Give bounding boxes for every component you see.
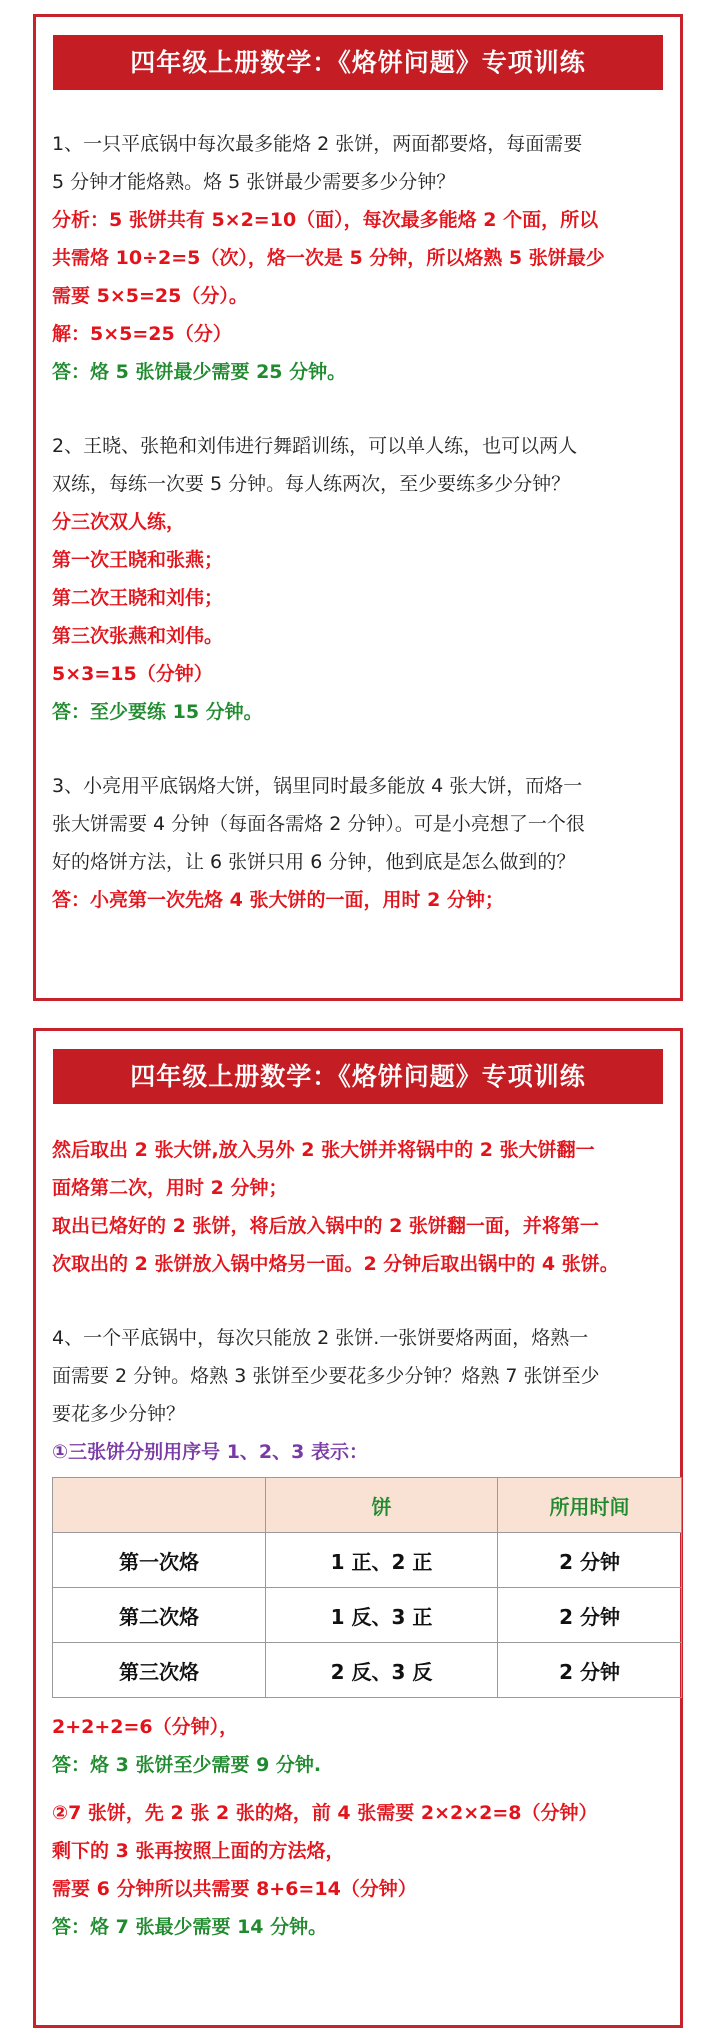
q2-answer: 答：至少要练 15 分钟。 (52, 701, 263, 723)
page1-content (52, 125, 664, 919)
table-cell: 2 反、3 反 (266, 1643, 498, 1698)
q1-solution: 解：5×5=25（分） (52, 323, 232, 345)
table-row (53, 1643, 682, 1698)
q3-continuation-line: 次取出的 2 张饼放入锅中烙另一面。2 分钟后取出锅中的 4 张饼。 (52, 1253, 619, 1275)
q3-answer: 答：小亮第一次先烙 4 张大饼的一面，用时 2 分钟； (52, 889, 504, 911)
table-cell: 2 分钟 (498, 1533, 682, 1588)
q3-continuation-line: 面烙第二次，用时 2 分钟； (52, 1177, 288, 1199)
q4-part2-line: 剩下的 3 张再按照上面的方法烙， (52, 1840, 345, 1862)
table-cell: 第二次烙 (53, 1588, 266, 1643)
table-header-cell: 饼 (266, 1478, 498, 1533)
table-header-row (53, 1478, 682, 1533)
q4-hint: ①三张饼分别用序号 1、2、3 表示： (52, 1441, 368, 1463)
worksheet-page-2 (33, 1028, 683, 2028)
q1-question-line: 1、一只平底锅中每次最多能烙 2 张饼，两面都要烙，每面需要 (52, 133, 583, 155)
q4-question-line: 面需要 2 分钟。烙熟 3 张饼至少要花多少分钟？烙熟 7 张饼至少 (52, 1365, 600, 1387)
q4-calculation: 2+2+2=6（分钟）， (52, 1716, 239, 1738)
table-cell: 第三次烙 (53, 1643, 266, 1698)
table-row (53, 1588, 682, 1643)
table-header-cell: 所用时间 (498, 1478, 682, 1533)
q4-answer-1: 答：烙 3 张饼至少需要 9 分钟. (52, 1754, 322, 1776)
q2-question-line: 双练，每练一次要 5 分钟。每人练两次，至少要练多少分钟？ (52, 473, 571, 495)
q3-continuation-line: 然后取出 2 张大饼,放入另外 2 张大饼并将锅中的 2 张大饼翻一 (52, 1139, 595, 1161)
page-title-banner: 四年级上册数学：《烙饼问题》专项训练 (53, 1049, 663, 1104)
q4-part2-line: 需要 6 分钟所以共需要 8+6=14（分钟） (52, 1878, 417, 1900)
q3-continuation-line: 取出已烙好的 2 张饼，将后放入锅中的 2 张饼翻一面，并将第一 (52, 1215, 599, 1237)
table-cell: 1 正、2 正 (266, 1533, 498, 1588)
q3-question-line: 3、小亮用平底锅烙大饼，锅里同时最多能放 4 张大饼，而烙一 (52, 775, 583, 797)
q2-step: 第三次张燕和刘伟。 (52, 625, 224, 647)
table-cell: 2 分钟 (498, 1588, 682, 1643)
page-title-banner: 四年级上册数学：《烙饼问题》专项训练 (53, 35, 663, 90)
table-cell: 2 分钟 (498, 1643, 682, 1698)
table-row (53, 1533, 682, 1588)
q2-step: 5×3=15（分钟） (52, 663, 213, 685)
worksheet-page-1 (33, 14, 683, 1001)
q1-question-line: 5 分钟才能烙熟。烙 5 张饼最少需要多少分钟？ (52, 171, 456, 193)
q1-analysis-line: 分析：5 张饼共有 5×2=10（面），每次最多能烙 2 个面，所以 (52, 209, 599, 231)
q1-analysis-line: 共需烙 10÷2=5（次），烙一次是 5 分钟，所以烙熟 5 张饼最少 (52, 247, 605, 269)
q4-answer-2: 答：烙 7 张最少需要 14 分钟。 (52, 1916, 328, 1938)
page2-content (52, 1131, 664, 1946)
q1-answer: 答：烙 5 张饼最少需要 25 分钟。 (52, 361, 347, 383)
q2-step: 第一次王晓和张燕； (52, 549, 224, 571)
q3-question-line: 好的烙饼方法，让 6 张饼只用 6 分钟，他到底是怎么做到的？ (52, 851, 576, 873)
table-header-cell (53, 1478, 266, 1533)
q2-step: 第二次王晓和刘伟； (52, 587, 224, 609)
table-cell: 第一次烙 (53, 1533, 266, 1588)
table-cell: 1 反、3 正 (266, 1588, 498, 1643)
q2-step: 分三次双人练， (52, 511, 186, 533)
frying-schedule-table (52, 1477, 682, 1698)
q4-part2-line: ②7 张饼，先 2 张 2 张的烙，前 4 张需要 2×2×2=8（分钟） (52, 1802, 598, 1824)
q4-question-line: 要花多少分钟？ (52, 1403, 186, 1425)
q4-question-line: 4、一个平底锅中，每次只能放 2 张饼.一张饼要烙两面，烙熟一 (52, 1327, 589, 1349)
q2-question-line: 2、王晓、张艳和刘伟进行舞蹈训练，可以单人练，也可以两人 (52, 435, 578, 457)
q1-analysis-line: 需要 5×5=25（分）。 (52, 285, 248, 307)
q3-question-line: 张大饼需要 4 分钟（每面各需烙 2 分钟）。可是小亮想了一个很 (52, 813, 585, 835)
